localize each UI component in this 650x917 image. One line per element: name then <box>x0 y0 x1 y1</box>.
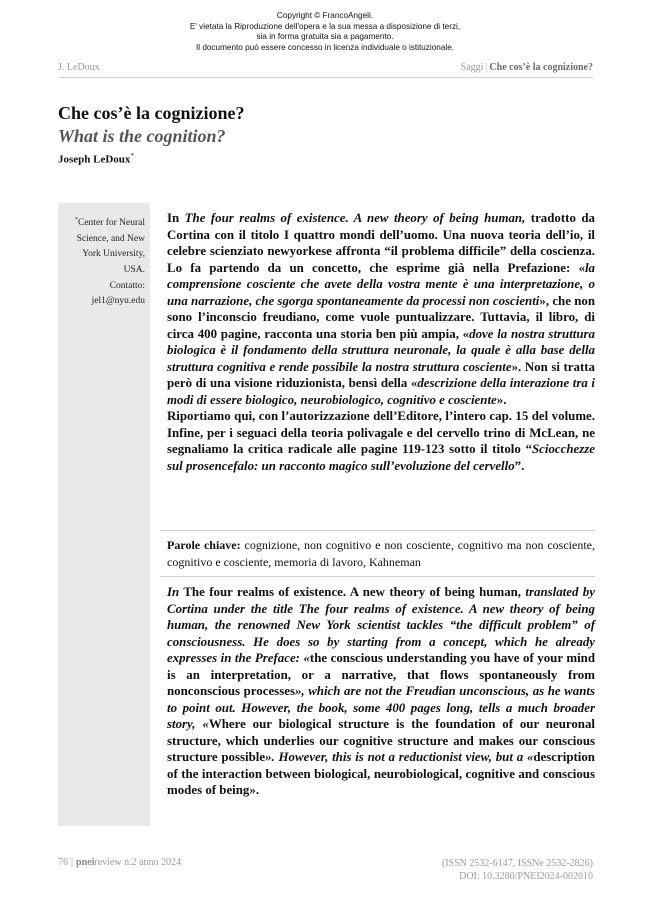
footer-left <box>58 857 181 868</box>
running-head-right <box>461 62 593 73</box>
author-affiliation <box>59 213 145 310</box>
keywords-top-rule <box>160 530 595 531</box>
footer-separator: | <box>71 857 74 868</box>
journal-name-part-1: pnei <box>76 857 95 868</box>
affiliation-sidebar <box>58 203 150 826</box>
copyright-line-2: E' vietata la Riproduzione dell'opera e la sua messa a disposizione di terzi, <box>189 21 461 31</box>
header-divider <box>58 77 593 78</box>
copyright-line-3: sia in forma gratuita sia a pagamento. <box>256 32 394 42</box>
affiliation-mark: * <box>75 217 78 223</box>
abstract-english-paragraph: In The four realms of existence. A new theory of being human, translated by Cortina under the title The four realms of existence. A new theory of being human, the renowned New York scientist tackles “the difficult problem” of consciousness. He does so by starting from a concept, which he already expresses in the Preface: «the conscious understanding you have of your mind is an interpretation, or a narrative, that flows spontaneously from nonconscious processes», which are not the Freudian unconscious, as he wants to point out. However, the book, some 400 pages long, tells a much broader story, «Where our biological structure is the foundation of our neuronal structure, which underlies our cognitive structure and makes our conscious structure possible». However, this is not a reductionist view, but a «description of the interaction between biological, neurobiological, cognitive and conscious modes of being». <box>167 585 595 797</box>
keywords-text: cognizione, non cognitivo e non cosciente, cognitivo ma non cosciente, cognitivo e cosciente, memoria di lavoro, Kahneman <box>167 538 595 569</box>
journal-issue: n.2 anno 2024 <box>121 857 182 868</box>
abstract-english <box>167 584 595 799</box>
footer-right <box>442 857 593 883</box>
author-name: Joseph LeDoux <box>58 153 131 166</box>
affiliation-line-1: *Center for Neural <box>75 217 145 229</box>
author-footnote-mark: * <box>130 152 134 160</box>
copyright-notice <box>0 11 650 53</box>
running-head-title: Che cos’è la cognizione? <box>489 62 593 73</box>
article-title-italian: Che cos’è la cognizione? <box>58 103 245 123</box>
running-head <box>58 62 593 76</box>
keywords-bottom-rule <box>160 576 595 577</box>
affiliation-line-3: York University, <box>82 249 145 260</box>
keywords-label: Parole chiave: <box>167 538 241 552</box>
doi: DOI: 10.3280/PNEI2024-002010 <box>459 871 593 882</box>
abstract-italian-paragraph-2: Riportiamo qui, con l’autorizzazione dell’Editore, l’intero cap. 15 del volume. Infine, per i seguaci della teoria polivagale e del cervello trino di McLean, ne segnaliamo la critica radicale alle pagine 119-123 sotto il titolo “Sciocchezze sul prosencefalo: un racconto magico sull’evoluzione del cervello”. <box>167 409 595 473</box>
running-head-section: Saggi <box>460 62 484 73</box>
page-number: 76 <box>58 857 68 868</box>
journal-name-part-2: review <box>94 857 122 868</box>
abstract-italian <box>167 210 595 474</box>
copyright-line-1: Copyright © FrancoAngeli. <box>276 11 374 20</box>
affiliation-line-5: Contatto: <box>109 280 145 291</box>
issn: (ISSN 2532-6147, ISSNe 2532-2826) <box>441 858 593 869</box>
copyright-line-4: Il documento può essere concesso in licenza individuale o istituzionale. <box>195 42 455 52</box>
keywords <box>167 537 595 571</box>
abstract-italian-paragraph-1: In The four realms of existence. A new theory of being human, tradotto da Cortina con il titolo I quattro mondi dell’uomo. Una nuova teoria dell’io, il celebre scienziato newyorkese affronta “il problema difficile” della coscienza. Lo fa partendo da un concetto, che esprime già nella Prefazione: «la comprensione cosciente che avete della vostra mente è una interpretazione, o una narrazione, che sgorga spontaneamente da processi non coscienti», che non sono l’inconscio freudiano, come vuole puntualizzare. Tuttavia, il libro, di circa 400 pagine, racconta una storia ben più ampia, «dove la nostra struttura biologica è il fondamento della struttura neuronale, la quale è alla base della struttura cognitiva e rende possibile la nostra struttura cosciente». Non si tratta però di una visione riduzionista, bensì della «descrizione della interazione tra i modi di essere biologico, neurobiologico, cognitivo e cosciente». <box>167 211 596 407</box>
article-author <box>58 152 134 166</box>
running-head-author: J. LeDoux <box>58 62 100 73</box>
affiliation-line-4: USA. <box>123 264 145 275</box>
running-head-separator: | <box>485 62 488 73</box>
affiliation-email: jel1@nyu.edu <box>91 296 145 307</box>
affiliation-line-2: Science, and New <box>76 233 145 244</box>
article-title-english: What is the cognition? <box>58 126 226 146</box>
